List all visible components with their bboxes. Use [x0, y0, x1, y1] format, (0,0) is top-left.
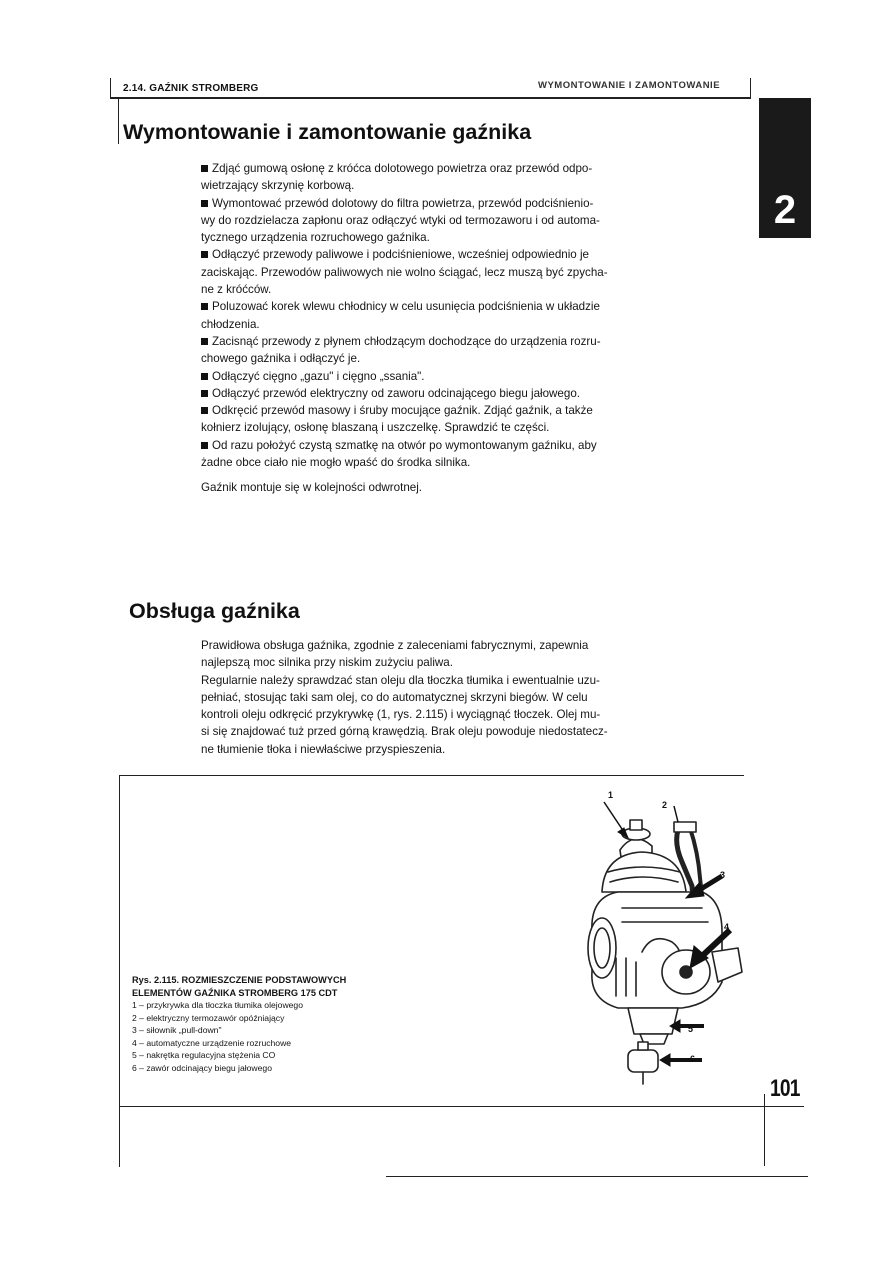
bullet-icon [201, 200, 208, 207]
closing-note: Gaźnik montuje się w kolejności odwrotnej. [201, 481, 423, 495]
figure-legend [132, 999, 392, 1074]
bullet-icon [201, 338, 208, 345]
instruction-text: wy do rozdzielacza zapłonu oraz odłączyć wtyki od termozaworu i od automa- [201, 213, 600, 227]
header-section-label: 2.14. GAŹNIK STROMBERG [123, 83, 259, 94]
instruction-line [201, 419, 671, 436]
maintenance-line: najlepszą moc silnika przy niskim zużyciu paliwa. [201, 656, 453, 670]
instruction-text: wietrzający skrzynię korbową. [201, 179, 355, 193]
instruction-line [201, 160, 671, 177]
legend-item: 2 – elektryczny termozawór opóźniający [132, 1012, 285, 1023]
instruction-line [201, 281, 671, 298]
maintenance-line: kontroli oleju odkręcić przykrywkę (1, rys. 2.115) i wyciągnąć tłoczek. Olej mu- [201, 708, 601, 722]
instruction-line [201, 212, 671, 229]
instruction-text: Zacisnąć przewody z płynem chłodzącym dochodzące do urządzenia rozru- [212, 334, 601, 348]
instruction-line [201, 177, 671, 194]
callout-label-6: 6 [690, 1054, 696, 1064]
callout-label-3: 3 [720, 870, 726, 880]
instruction-line [201, 402, 671, 419]
header-running-title: WYMONTOWANIE I ZAMONTOWANIE [538, 80, 721, 91]
instruction-text: żadne obce ciało nie mogło wpaść do środka silnika. [201, 456, 471, 470]
instruction-line [201, 437, 671, 454]
maintenance-line: ne tłumienie tłoka i niewłaściwe przyspieszenia. [201, 742, 446, 756]
chapter-number: 2 [773, 188, 797, 232]
instruction-text: Odłączyć przewody paliwowe i podciśnieniowe, wcześniej odpowiednio je [212, 248, 589, 262]
figure-top-rule [119, 775, 744, 776]
bullet-icon [201, 251, 208, 258]
section-dismount-body [201, 160, 671, 497]
header-left-border [110, 78, 111, 98]
figure-bottom-rule [119, 1106, 804, 1107]
bullet-icon [201, 390, 208, 397]
bullet-icon [201, 373, 208, 380]
maintenance-line: Prawidłowa obsługa gaźnika, zgodnie z zaleceniami fabrycznymi, zapewnia [201, 639, 589, 652]
maintenance-line: si się znajdować tuż przed górną krawędzią. Brak oleju powoduje niedostatecz- [201, 725, 608, 739]
legend-item: 6 – zawór odcinający biegu jałowego [132, 1062, 272, 1073]
maintenance-line: Regularnie należy sprawdzać stan oleju dla tłoczka tłumika i ewentualnie uzu- [201, 673, 600, 687]
instruction-text: chowego gaźnika i odłączyć je. [201, 352, 361, 366]
right-margin-line [764, 1094, 765, 1166]
instruction-line [201, 454, 671, 471]
instruction-text: Odkręcić przewód masowy i śruby mocujące gaźnik. Zdjąć gaźnik, a także [212, 404, 593, 418]
header-right-border [750, 78, 751, 98]
section-maintenance-body [201, 637, 676, 758]
bullet-icon [201, 407, 208, 414]
caption-line-2: ELEMENTÓW GAŹNIKA STROMBERG 175 CDT [132, 987, 338, 998]
figure-left-rule [119, 775, 120, 1167]
instruction-text: zaciskając. Przewodów paliwowych nie wolno ściągać, lecz muszą być zpycha- [201, 265, 608, 279]
section-title-dismount: Wymontowanie i zamontowanie gaźnika [123, 120, 532, 144]
callout-label-1: 1 [608, 790, 614, 800]
instruction-text: Wymontować przewód dolotowy do filtra powietrza, przewód podciśnienio- [212, 196, 594, 210]
instruction-line [201, 264, 671, 281]
instruction-text: chłodzenia. [201, 317, 260, 331]
instruction-line [201, 195, 671, 212]
bullet-icon [201, 165, 208, 172]
legend-item: 5 – nakrętka regulacyjna stężenia CO [132, 1050, 276, 1060]
legend-item: 4 – automatyczne urządzenie rozruchowe [132, 1037, 292, 1048]
left-margin-line [118, 97, 119, 144]
callout-label-5: 5 [688, 1024, 694, 1034]
instruction-text: Zdjąć gumową osłonę z króćca dolotowego powietrza oraz przewód odpo- [212, 162, 593, 175]
caption-line-1: Rys. 2.115. ROZMIESZCZENIE PODSTAWOWYCH [132, 975, 347, 985]
instruction-line [201, 368, 671, 385]
callout-label-2: 2 [662, 800, 668, 810]
instruction-line [201, 298, 671, 315]
section-title-maintenance: Obsługa gaźnika [129, 599, 300, 623]
instruction-text: Odłączyć cięgno „gazu" i cięgno „ssania". [212, 369, 425, 383]
carburetor-drawing [588, 820, 742, 1084]
callout-label-4: 4 [724, 922, 730, 932]
instruction-line [201, 333, 671, 350]
legend-item: 1 – przykrywka dla tłoczka tłumika olejowego [132, 1000, 303, 1010]
instruction-line [201, 316, 671, 333]
instruction-line [201, 385, 671, 402]
instruction-text: Odłączyć przewód elektryczny od zaworu odcinającego biegu jałowego. [212, 386, 580, 400]
legend-item: 3 – siłownik „pull-down" [132, 1025, 222, 1035]
instruction-text: ne z króćców. [201, 283, 272, 297]
bullet-icon [201, 303, 208, 310]
instruction-line [201, 350, 671, 367]
instruction-text: Od razu położyć czystą szmatkę na otwór po wymontowanym gaźniku, aby [212, 438, 597, 452]
instruction-line [201, 229, 671, 246]
figure-caption [132, 974, 392, 1074]
header-rule [110, 97, 751, 99]
page-bottom-rule [386, 1176, 808, 1177]
chapter-tab [759, 98, 811, 238]
instruction-line [201, 246, 671, 263]
bullet-icon [201, 442, 208, 449]
instruction-text: kołnierz izolujący, osłonę blaszaną i uszczelkę. Sprawdzić te części. [201, 421, 550, 435]
page-number: 101 [770, 1075, 800, 1102]
carburetor-illustration [582, 782, 768, 1090]
instruction-text: tycznego urządzenia rozruchowego gaźnika. [201, 231, 430, 245]
instruction-text: Poluzować korek wlewu chłodnicy w celu usunięcia podciśnienia w układzie [212, 300, 600, 314]
maintenance-line: pełniać, stosując taki sam olej, co do automatycznej skrzyni biegów. W celu [201, 690, 588, 704]
